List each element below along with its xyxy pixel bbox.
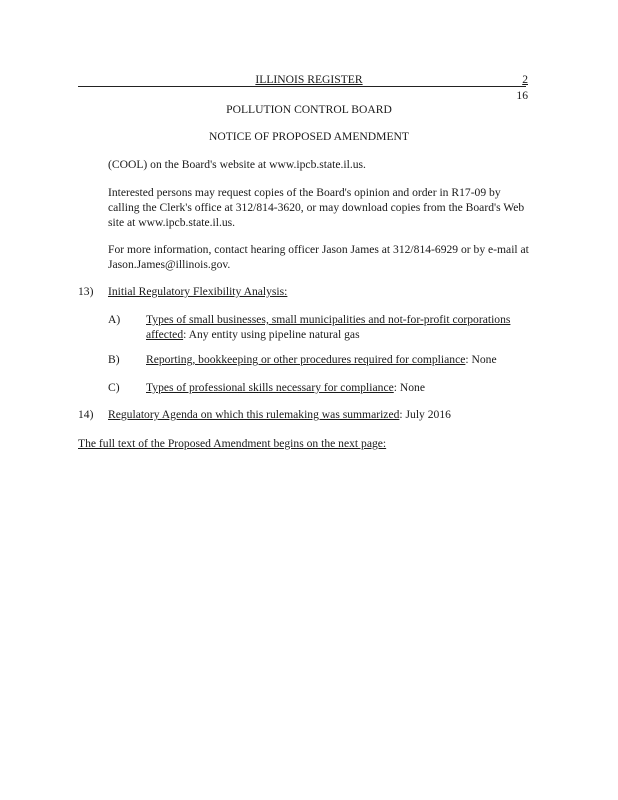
closing-line: The full text of the Proposed Amendment begins on the next page: <box>78 437 387 450</box>
item-13-heading: Initial Regulatory Flexibility Analysis: <box>108 285 288 298</box>
item-13a-letter: A) <box>108 313 121 326</box>
item-14-value: : July 2016 <box>399 408 451 421</box>
item-14-number: 14) <box>78 408 94 421</box>
copies-paragraph: Interested persons may request copies of the Board's opinion and order in R17-09 by calling the Clerk's office at 312/814-3620, or may download copies from the Board's Web site at www.ipcb.state.il.us. <box>108 186 525 230</box>
item-13a-text <box>146 312 531 342</box>
item-13b-letter: B) <box>108 353 120 366</box>
item-13c-label: Types of professional skills necessary for compliance <box>146 381 394 394</box>
agency-title: POLLUTION CONTROL BOARD <box>226 103 392 116</box>
item-13c-text <box>146 380 531 395</box>
notice-title: NOTICE OF PROPOSED AMENDMENT <box>208 130 409 143</box>
header-rule <box>78 86 526 87</box>
item-13b-value: : None <box>465 353 497 366</box>
item-14-label: Regulatory Agenda on which this rulemaking was summarized <box>108 408 400 421</box>
cool-paragraph: (COOL) on the Board's website at www.ipcb.state.il.us. <box>108 158 366 171</box>
register-title: ILLINOIS REGISTER <box>255 73 363 86</box>
contact-paragraph: For more information, contact hearing officer Jason James at 312/814-6929 or by e-mail at Jason.James@illinois.gov. <box>108 243 529 272</box>
page-number: 2 <box>522 73 528 86</box>
volume-number: 16 <box>516 89 528 102</box>
item-13a-label: Types of small businesses, small municipalities and not-for-profit corporations affected <box>146 313 511 342</box>
item-13-number: 13) <box>78 285 94 298</box>
item-13c-letter: C) <box>108 381 120 394</box>
item-13c-value: : None <box>393 381 425 394</box>
item-13b-text <box>146 352 531 367</box>
item-14-text <box>108 407 451 422</box>
item-13a-value: : Any entity using pipeline natural gas <box>183 328 360 342</box>
item-13b-label: Reporting, bookkeeping or other procedures required for compliance <box>146 353 466 366</box>
